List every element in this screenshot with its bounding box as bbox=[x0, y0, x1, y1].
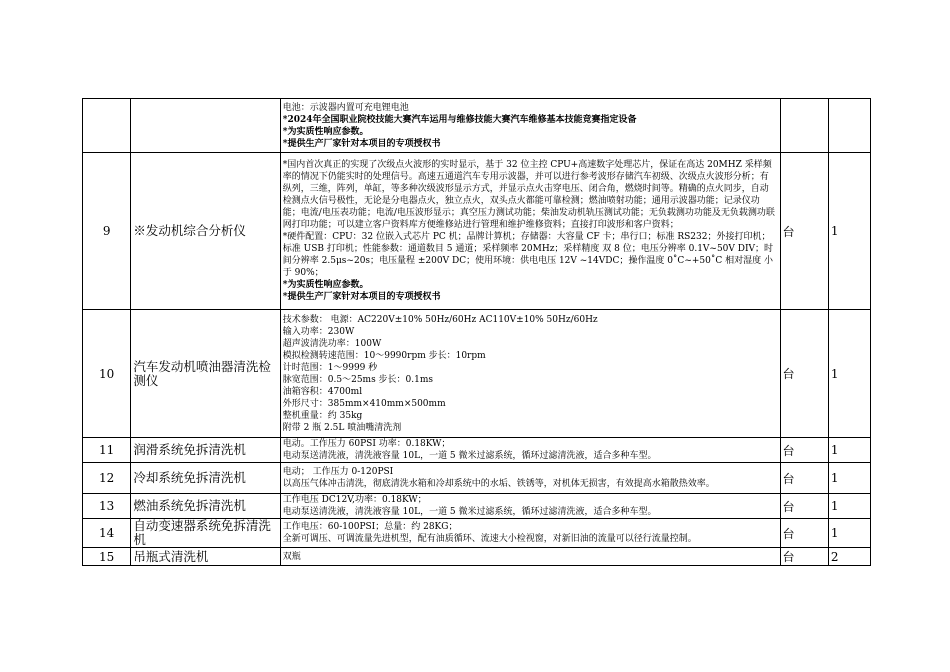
spec-line: 工作电压：60-100PSI；总量：约 28KG； bbox=[282, 522, 458, 532]
item-qty-cell: 1 bbox=[828, 153, 870, 310]
item-name-cell: 燃油系统免拆清洗机 bbox=[131, 494, 280, 519]
item-name-cell: 润滑系统免拆清洗机 bbox=[131, 438, 280, 463]
item-name-cell: 冷却系统免拆清洗机 bbox=[131, 463, 280, 494]
item-unit-cell: 台 bbox=[780, 494, 828, 519]
table-body bbox=[83, 99, 871, 566]
item-index-cell: 15 bbox=[83, 548, 131, 566]
item-unit-cell: 台 bbox=[780, 548, 828, 566]
item-index-cell: 13 bbox=[83, 494, 131, 519]
spec-line: 计时范围：1～9999 秒 bbox=[282, 362, 378, 373]
table-row bbox=[83, 99, 871, 153]
item-unit-cell bbox=[780, 99, 828, 153]
item-unit-cell: 台 bbox=[780, 438, 828, 463]
item-index-cell: 11 bbox=[83, 438, 131, 463]
spec-line: 外形尺寸：385mm×410mm×500mm bbox=[282, 398, 446, 409]
table-row bbox=[83, 519, 871, 548]
spec-line: 油箱容积：4700ml bbox=[282, 386, 363, 397]
spec-line: *提供生产厂家针对本项目的专项授权书 bbox=[282, 138, 441, 149]
spec-line: 整机重量：约 35kg bbox=[282, 410, 363, 421]
item-index-cell: 12 bbox=[83, 463, 131, 494]
item-name-cell bbox=[131, 99, 280, 153]
table-row bbox=[83, 494, 871, 519]
item-qty-cell: 1 bbox=[828, 519, 870, 548]
spec-line: 电动泵送清洗液，清洗液容量 10L，一道 5 微米过滤系统，循环过滤清洗液，适合多种车型。 bbox=[282, 451, 657, 461]
spec-line: *为实质性响应参数。 bbox=[282, 280, 369, 290]
spec-line: 电池：示波器内置可充电锂电池 bbox=[282, 102, 409, 113]
table-row bbox=[83, 463, 871, 494]
table-row bbox=[83, 548, 871, 566]
item-qty-cell: 2 bbox=[828, 548, 870, 566]
spec-line: 电动。工作压力 60PSI 功率：0.18KW； bbox=[282, 439, 451, 449]
item-spec-cell bbox=[280, 519, 780, 548]
item-spec-cell bbox=[280, 153, 780, 310]
spec-line: 工作电压 DC12V,功率：0.18KW； bbox=[282, 495, 427, 505]
item-qty-cell: 1 bbox=[828, 494, 870, 519]
spec-line: 电动泵送清洗液，清洗液容量 10L，一道 5 微米过滤系统，循环过滤清洗液，适合多种车型。 bbox=[282, 507, 657, 517]
item-spec-cell bbox=[280, 463, 780, 494]
spec-line: *硬件配置：CPU：32 位嵌入式芯片 PC 机；品牌计算机；存储器：大容量 CF 卡；串行口；标准 RS232；外接打印机；标准 USB 打印机；性能参数：通道数目 5 通道；采样频率 20MHz；采样精度 双 8 位；电压分辨率 0.1V~50V DIV；时间分辨率 2.5μs~20s；电压量程 ±200V DC；使用环境：供电电压 12V ~14VDC；操作温度 0˚C~+50˚C 相对湿度 小于 90%； bbox=[282, 232, 774, 278]
item-name-cell: 自动变速器系统免拆清洗机 bbox=[131, 519, 280, 548]
spec-line: *国内首次真正的实现了次级点火波形的实时显示，基于 32 位主控 CPU+高速数字处理芯片，保证在高达 20MHZ 采样频率的情况下仍能实时的处理信号。高速五通道汽车专用示波器，并可以进行参考波形存储汽车初级、次级点火波形分析；有纵列，三维，阵列，单缸，等多种次级波形显示方式，并显示点火击穿电压、闭合角，燃烧时间等。精确的点火同步，自动检测点火信号极性，无论是分电器点火，独立点火，双头点火都能可靠检测；燃油喷射功能；通用示波器功能；记录仪功能；电流/电压表功能；电流/电压波形显示；真空压力测试功能；柴油发动机轨压测试功能；无负载测功功能及无负载测功联网打印功能；可以建立客户资料库方便维修站进行管理和维护维修资料；直接打印波形和客户资料； bbox=[282, 160, 775, 230]
table-row bbox=[83, 153, 871, 310]
item-index-cell: 9 bbox=[83, 153, 131, 310]
item-spec-cell bbox=[280, 548, 780, 566]
spec-line: 脉宽范围：0.5～25ms 步长：0.1ms bbox=[282, 374, 434, 385]
spec-line: 全新可调压、可调流量先进机型，配有油质循环、流速大小检视窗，对新旧油的流量可以径行流量控制。 bbox=[282, 534, 697, 544]
item-name-cell: ※发动机综合分析仪 bbox=[131, 153, 280, 310]
spec-line: 电动； 工作压力 0-120PSI bbox=[282, 467, 394, 477]
item-qty-cell bbox=[828, 99, 870, 153]
item-qty-cell: 1 bbox=[828, 310, 870, 438]
item-spec-cell bbox=[280, 494, 780, 519]
item-unit-cell: 台 bbox=[780, 519, 828, 548]
spec-line: 超声波清洗功率：100W bbox=[282, 338, 382, 349]
item-index-cell: 14 bbox=[83, 519, 131, 548]
spec-line: 技术参数： 电源：AC220V±10% 50Hz/60Hz AC110V±10% 50Hz/60Hz bbox=[282, 314, 598, 325]
item-spec-cell bbox=[280, 310, 780, 438]
table-row bbox=[83, 438, 871, 463]
item-index-cell: 10 bbox=[83, 310, 131, 438]
spec-line: 输入功率：230W bbox=[282, 326, 355, 337]
table-row bbox=[83, 310, 871, 438]
item-qty-cell: 1 bbox=[828, 438, 870, 463]
spec-line: *为实质性响应参数。 bbox=[282, 126, 369, 137]
spec-line: 模拟检测转速范围：10～9990rpm 步长：10rpm bbox=[282, 350, 486, 361]
spec-line: 双瓶 bbox=[282, 551, 301, 562]
spec-line: *2024年全国职业院校技能大赛汽车运用与维修技能大赛汽车维修基本技能竞赛指定设备 bbox=[282, 114, 637, 125]
item-unit-cell: 台 bbox=[780, 310, 828, 438]
item-index-cell bbox=[83, 99, 131, 153]
item-unit-cell: 台 bbox=[780, 463, 828, 494]
spec-line: 以高压气体冲击清洗，彻底清洗水箱和冷却系统中的水垢、铁锈等，对机体无损害，有效提高水箱散热效率。 bbox=[282, 479, 715, 489]
item-spec-cell bbox=[280, 438, 780, 463]
equipment-spec-table bbox=[82, 98, 871, 566]
item-unit-cell: 台 bbox=[780, 153, 828, 310]
item-name-cell: 吊瓶式清洗机 bbox=[131, 548, 280, 566]
item-name-cell: 汽车发动机喷油器清洗检测仪 bbox=[131, 310, 280, 438]
item-spec-cell bbox=[280, 99, 780, 153]
spec-line: *提供生产厂家针对本项目的专项授权书 bbox=[282, 292, 441, 302]
spec-line: 附带 2 瓶 2.5L 喷油嘴清洗剂 bbox=[282, 422, 402, 433]
item-qty-cell: 1 bbox=[828, 463, 870, 494]
